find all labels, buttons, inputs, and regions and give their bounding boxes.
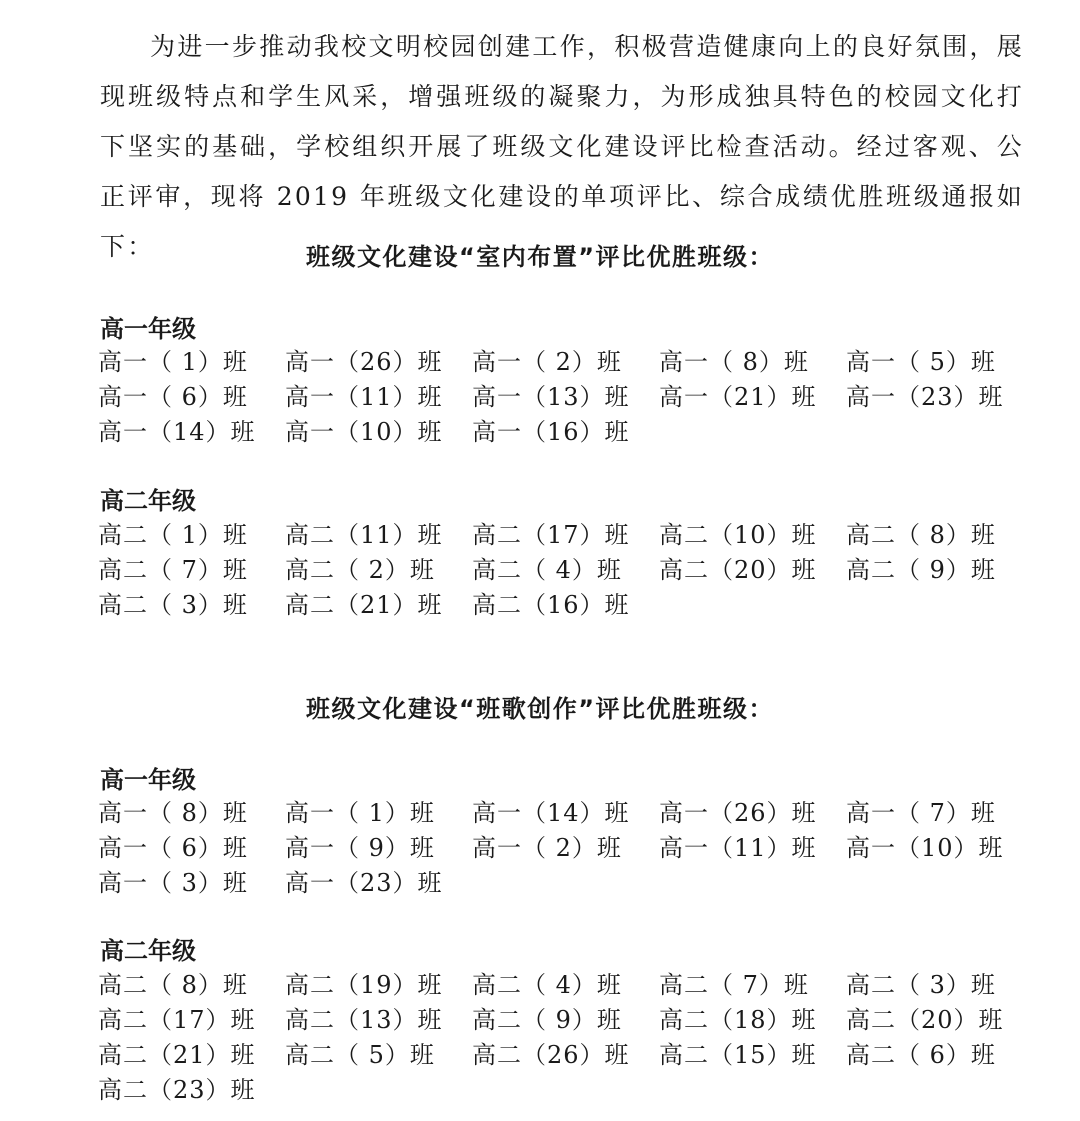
class-name: 高二（11）班	[285, 521, 443, 549]
class-name: 高一（ 9）班	[285, 834, 435, 862]
class-name: 高一（26）班	[659, 799, 817, 827]
class-list-indoor-grade-one	[98, 345, 1038, 450]
class-name: 高二（ 2）班	[285, 556, 435, 584]
class-name: 高一（10）班	[285, 418, 443, 446]
grade-heading-grade-two: 高二年级	[100, 937, 196, 965]
class-name: 高二（ 6）班	[846, 1041, 996, 1069]
class-name: 高二（ 8）班	[846, 521, 996, 549]
class-name: 高一（ 3）班	[98, 869, 248, 897]
class-list-song-grade-one	[98, 796, 1038, 901]
class-name: 高二（ 9）班	[846, 556, 996, 584]
class-name: 高一（ 8）班	[98, 799, 248, 827]
class-name: 高一（11）班	[659, 834, 817, 862]
class-name: 高一（21）班	[659, 383, 817, 411]
class-name: 高二（13）班	[285, 1006, 443, 1034]
class-name: 高二（ 4）班	[472, 971, 622, 999]
class-name: 高二（ 8）班	[98, 971, 248, 999]
intro-paragraph: 为进一步推动我校文明校园创建工作，积极营造健康向上的良好氛围，展现班级特点和学生风采，增强班级的凝聚力，为形成独具特色的校园文化打下坚实的基础，学校组织开展了班级文化建设评比检查活动。经过客观、公正评审，现将 2019 年班级文化建设的单项评比、综合成绩优胜班级通报如下：	[100, 32, 1024, 261]
class-name: 高一（11）班	[285, 383, 443, 411]
grade-heading-grade-one: 高一年级	[100, 315, 196, 343]
class-list-song-grade-two	[98, 968, 1038, 1108]
class-name: 高一（14）班	[472, 799, 630, 827]
class-name: 高二（16）班	[472, 591, 630, 619]
grade-heading-grade-two: 高二年级	[100, 487, 196, 515]
class-name: 高一（14）班	[98, 418, 256, 446]
class-name: 高一（ 1）班	[98, 348, 248, 376]
class-name: 高二（23）班	[98, 1076, 256, 1104]
class-list-indoor-grade-two	[98, 518, 1038, 623]
class-name: 高二（ 5）班	[285, 1041, 435, 1069]
class-name: 高二（20）班	[659, 556, 817, 584]
class-name: 高一（ 5）班	[846, 348, 996, 376]
class-name: 高二（ 4）班	[472, 556, 622, 584]
section-title-class-song: 班级文化建设“班歌创作”评比优胜班级：	[305, 695, 775, 723]
class-name: 高二（ 7）班	[659, 971, 809, 999]
class-name: 高一（ 7）班	[846, 799, 996, 827]
class-name: 高二（20）班	[846, 1006, 1004, 1034]
class-name: 高二（ 3）班	[846, 971, 996, 999]
class-name: 高二（17）班	[98, 1006, 256, 1034]
class-name: 高二（ 9）班	[472, 1006, 622, 1034]
class-name: 高一（10）班	[846, 834, 1004, 862]
class-name: 高二（17）班	[472, 521, 630, 549]
class-name: 高二（18）班	[659, 1006, 817, 1034]
class-name: 高二（ 7）班	[98, 556, 248, 584]
class-name: 高一（13）班	[472, 383, 630, 411]
class-name: 高二（21）班	[285, 591, 443, 619]
class-name: 高二（15）班	[659, 1041, 817, 1069]
class-name: 高一（16）班	[472, 418, 630, 446]
class-name: 高一（ 6）班	[98, 834, 248, 862]
class-name: 高二（26）班	[472, 1041, 630, 1069]
class-name: 高一（26）班	[285, 348, 443, 376]
class-name: 高二（10）班	[659, 521, 817, 549]
class-name: 高一（ 8）班	[659, 348, 809, 376]
class-name: 高二（ 3）班	[98, 591, 248, 619]
section-title-indoor-layout: 班级文化建设“室内布置”评比优胜班级：	[305, 243, 775, 271]
grade-heading-grade-one: 高一年级	[100, 766, 196, 794]
class-name: 高一（ 2）班	[472, 834, 622, 862]
class-name: 高一（ 1）班	[285, 799, 435, 827]
class-name: 高一（ 2）班	[472, 348, 622, 376]
class-name: 高一（23）班	[846, 383, 1004, 411]
class-name: 高一（23）班	[285, 869, 443, 897]
class-name: 高一（ 6）班	[98, 383, 248, 411]
class-name: 高二（ 1）班	[98, 521, 248, 549]
class-name: 高二（19）班	[285, 971, 443, 999]
class-name: 高二（21）班	[98, 1041, 256, 1069]
